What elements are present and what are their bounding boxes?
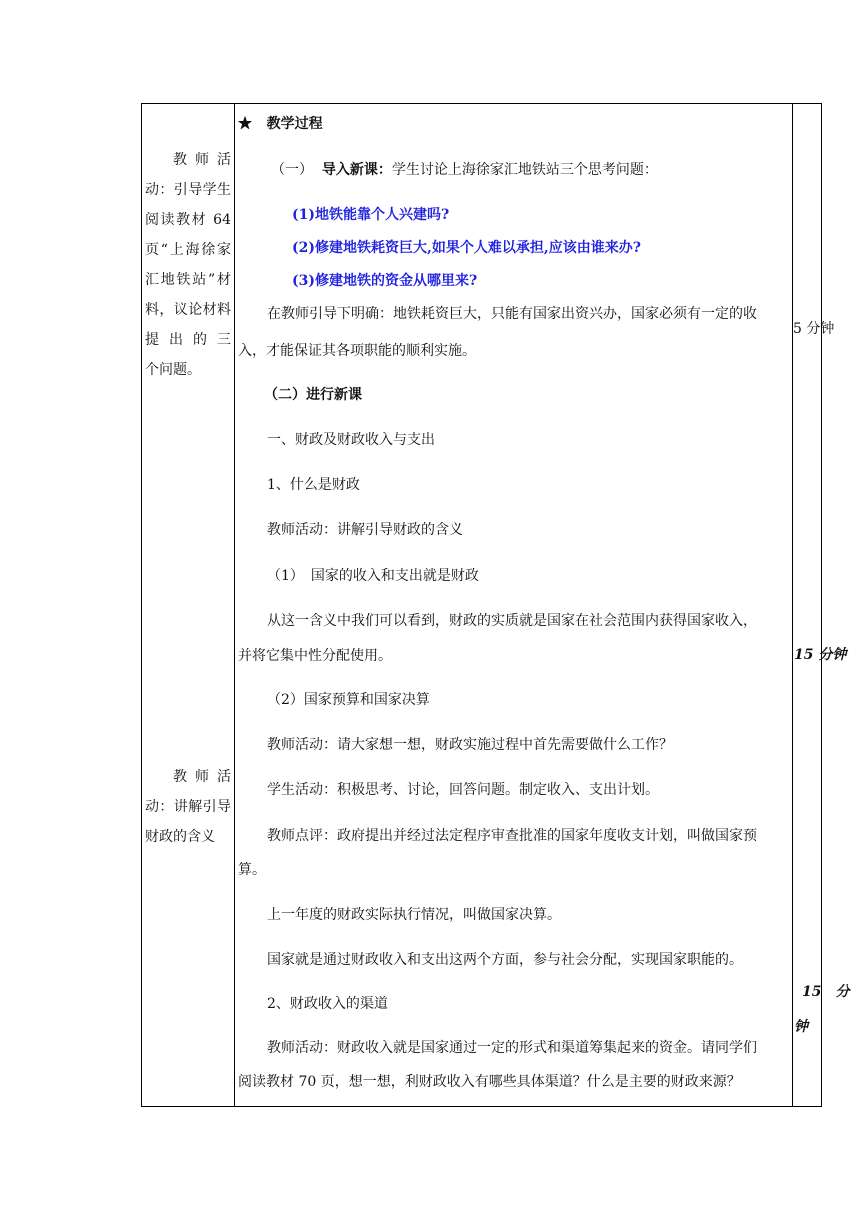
column-divider-left [234,104,235,1106]
definition-text-a: 从这一含义中我们可以看到，财政的实质就是国家在社会范围内获得国家收入， [267,613,757,629]
intro-title: 导入新课： [321,162,392,178]
definition-2: （2）国家预算和国家决算 [267,692,430,708]
time-15-min-2a: 15 分 [802,984,850,1000]
definition-1: （1） 国家的收入和支出就是财政 [267,568,479,584]
note-2-text: 教 师 活动：讲解引导财政的含义 [145,769,231,845]
star-icon: ★ [238,116,252,132]
note-1-text: 教 师 活动：引导学生阅读教材 64 页“上海徐家汇地铁站”材料，议论材料提 出 的 三 个问题。 [145,152,231,378]
section-heading [238,113,323,133]
topic-1-1: 1、什么是财政 [267,477,360,493]
time-15-min-1: 15 分钟 [794,647,847,663]
paragraph-1a: 在教师引导下明确：地铁耗资巨大，只能有国家出资兴办，国家必须有一定的收 [267,306,757,322]
time-15-min-2b: 钟 [794,1019,808,1035]
teacher-comment-b: 算。 [238,862,266,878]
intro-text: 学生讨论上海徐家汇地铁站三个思考问题： [391,162,658,178]
question-1: (1)地铁能靠个人兴建吗? [292,207,450,223]
lesson-plan-table [141,103,850,1107]
definition-text-b: 并将它集中性分配使用。 [238,648,392,664]
column-divider-right [792,104,793,1106]
teacher-activity-1: 教师活动：讲解引导财政的含义 [267,522,463,538]
intro-line [271,159,658,179]
teacher-activity-2: 教师活动：请大家想一想，财政实施过程中首先需要做什么工作？ [267,737,673,753]
intro-label: （一） [271,162,313,178]
teacher-activity-3a: 教师活动：财政收入就是国家通过一定的形式和渠道筹集起来的资金。请同学们 [267,1040,757,1056]
teacher-activity-3b: 阅读教材 70 页，想一想，利财政收入有哪些具体渠道？什么是主要的财政来源？ [238,1074,741,1090]
question-2: (2)修建地铁耗资巨大,如果个人难以承担,应该由谁来办? [292,240,641,256]
time-5-min: 5 分钟 [793,321,835,337]
paragraph-1b: 入，才能保证其各项职能的顺利实施。 [238,343,476,359]
topic-2: 2、财政收入的渠道 [267,996,388,1012]
teacher-comment-a: 教师点评：政府提出并经过法定程序审查批准的国家年度收支计划，叫做国家预 [267,828,757,844]
section-2-heading: （二）进行新课 [264,387,362,403]
summary-text: 国家就是通过财政收入和支出这两个方面，参与社会分配，实现国家职能的。 [267,952,743,968]
final-accounts-text: 上一年度的财政实际执行情况，叫做国家决算。 [267,907,561,923]
topic-1: 一、财政及财政收入与支出 [267,432,435,448]
question-3: (3)修建地铁的资金从哪里来? [292,273,478,289]
heading-text: 教学过程 [266,116,323,132]
teacher-activity-note-2 [142,762,234,852]
student-activity: 学生活动：积极思考、讨论，回答问题。制定收入、支出计划。 [267,782,659,798]
teacher-activity-note-1 [142,145,234,385]
